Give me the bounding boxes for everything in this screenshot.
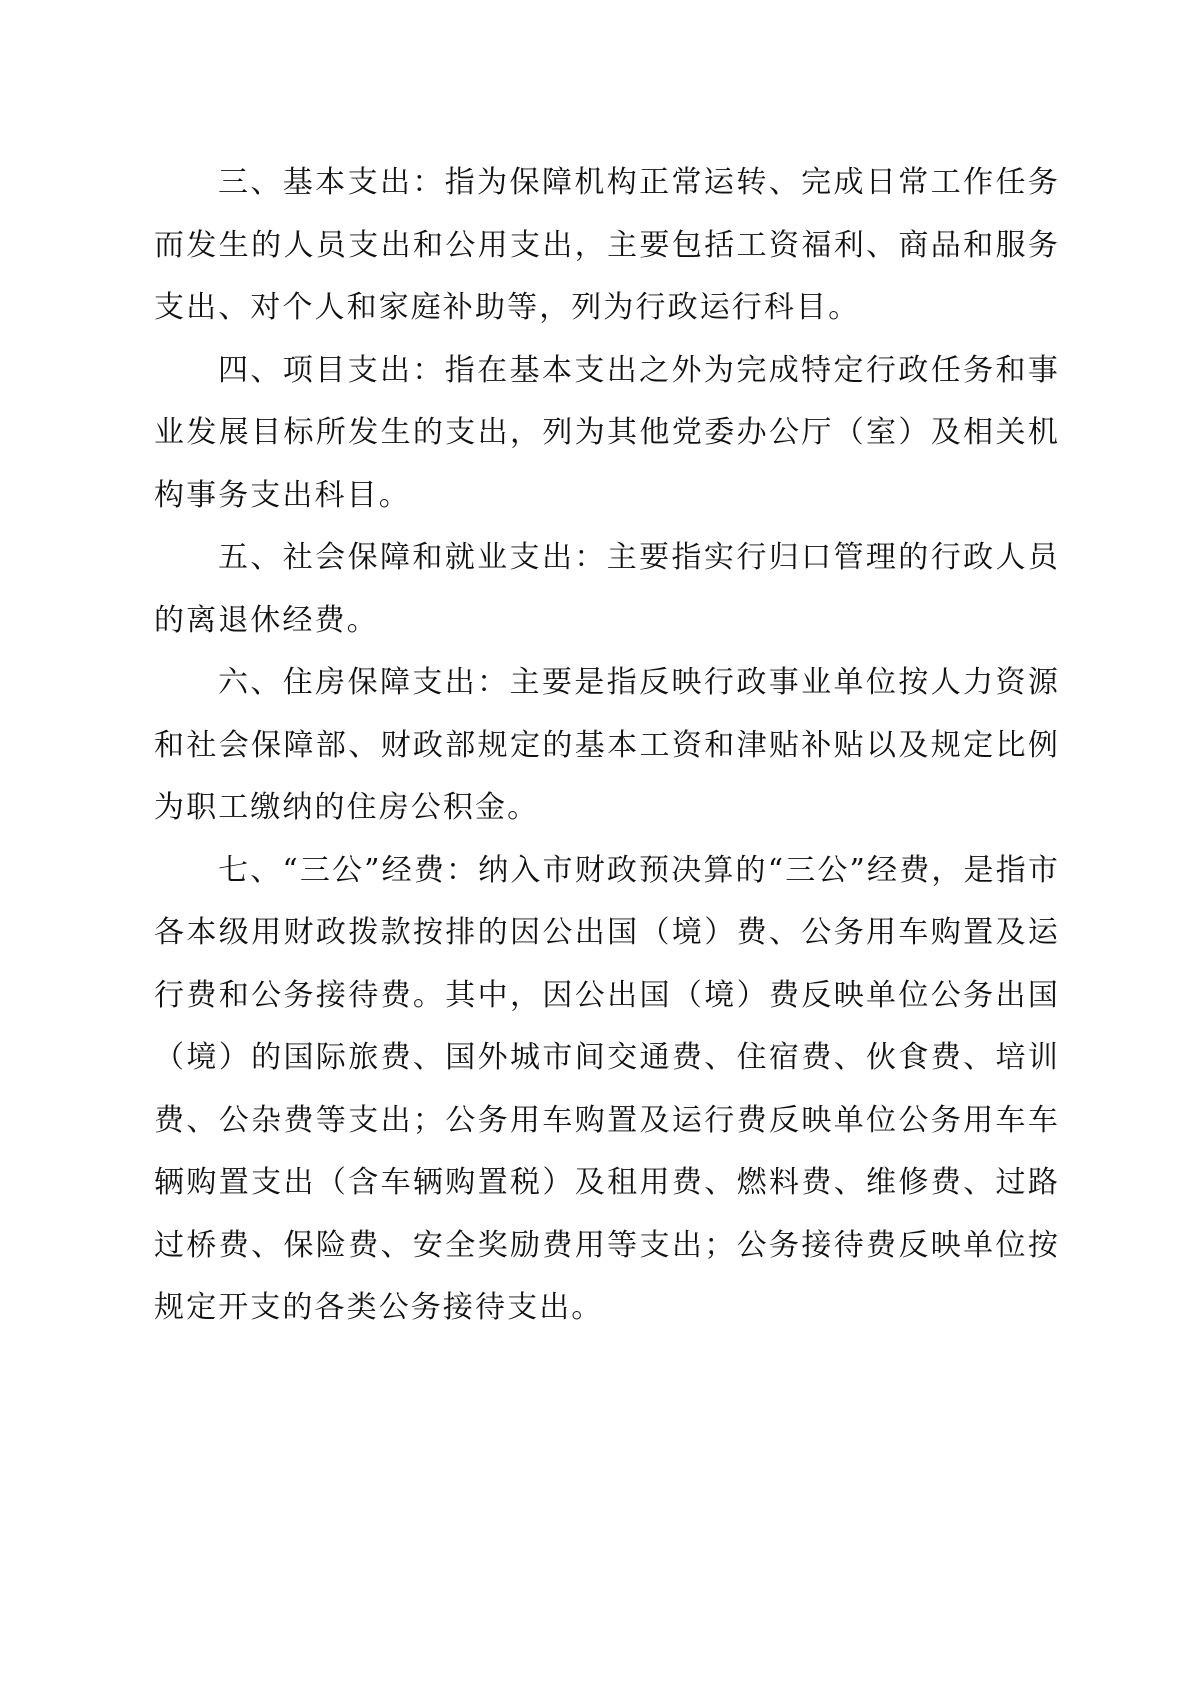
paragraph-housing-expenditure: 六、住房保障支出：主要是指反映行政事业单位按人力资源和社会保障部、财政部规定的基本工资和津贴补贴以及规定比例为职工缴纳的住房公积金。 [154,665,1060,825]
document-body [154,152,1060,1340]
paragraph-project-expenditure: 四、项目支出：指在基本支出之外为完成特定行政任务和事业发展目标所发生的支出，列为其他党委办公厅（室）及相关机构事务支出科目。 [154,352,1060,513]
paragraph-three-public-expenses: 七、“三公”经费：纳入市财政预决算的“三公”经费，是指市各本级用财政拨款按排的因公出国（境）费、公务用车购置及运行费和公务接待费。其中，因公出国（境）费反映单位公务出国（境）的国际旅费、国外城市间交通费、住宿费、伙食费、培训费、公杂费等支出；公务用车购置及运行费反映单位公务用车车辆购置支出（含车辆购置税）及租用费、燃料费、维修费、过路过桥费、保险费、安全奖励费用等支出；公务接待费反映单位按规定开支的各类公务接待支出。 [154,852,1060,1325]
paragraph-social-security-expenditure: 五、社会保障和就业支出：主要指实行归口管理的行政人员的离退休经费。 [154,540,1060,638]
paragraph-basic-expenditure: 三、基本支出：指为保障机构正常运转、完成日常工作任务而发生的人员支出和公用支出，主要包括工资福利、商品和服务支出、对个人和家庭补助等，列为行政运行科目。 [154,165,1060,325]
